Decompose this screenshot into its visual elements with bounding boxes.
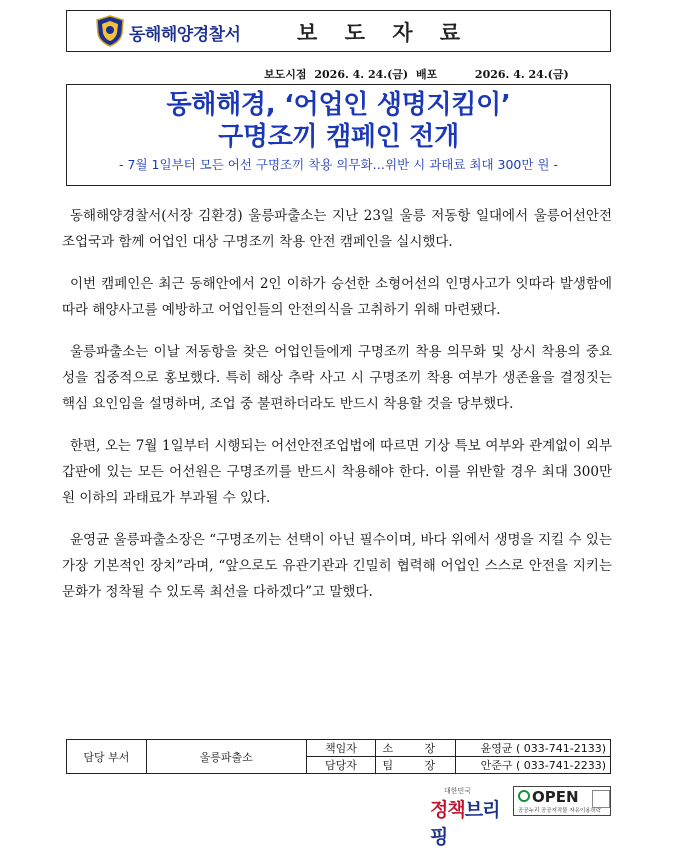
- dept-label: 담당 부서: [67, 740, 147, 774]
- open-circle-icon: [518, 790, 530, 802]
- briefing-b: 브리핑: [430, 799, 500, 848]
- contact-person: 안준구 ( 033-741-2233): [456, 757, 611, 774]
- briefing-a: 정책: [430, 799, 465, 821]
- kogl-open-logo: [513, 786, 611, 816]
- open-subtitle: 공공누리 공공저작물 자유이용허락: [518, 808, 602, 814]
- paragraph: 한편, 오는 7월 1일부터 시행되는 어선안전조업법에 따르면 기상 특보 여부와 관계없이 외부 갑판에 있는 모든 어선원은 구명조끼를 반드시 착용해야 한다. 이를 위반할 경우 최대 300만원 이하의 과태료가 부과될 수 있다.: [62, 438, 612, 506]
- agency-name: 동해해양경찰서: [129, 25, 241, 45]
- policy-briefing-logo: [430, 786, 502, 848]
- contact-person: 윤영균 ( 033-741-2133): [456, 740, 611, 757]
- table-row: [67, 740, 611, 757]
- contact-role: 팀 장: [376, 757, 456, 774]
- paragraph: 이번 캠페인은 최근 동해안에서 2인 이하가 승선한 소형어선의 인명사고가 잇따라 발생함에 따라 해양사고를 예방하고 어업인들의 안전의식을 고취하기 위해 마련됐다.: [62, 276, 612, 318]
- headline-line-2: 구명조끼 캠페인 전개: [218, 122, 459, 152]
- dept-value: 울릉파출소: [146, 740, 306, 774]
- contact-role: 소 장: [376, 740, 456, 757]
- paragraph: 윤영균 울릉파출소장은 “구명조끼는 선택이 아닌 필수이며, 바다 위에서 생명을 지킬 수 있는 가장 기본적인 장치”라며, “앞으로도 유관기관과 긴밀히 협력해 어업인 스스로 안전을 지키는 문화가 정착될 수 있도록 최선을 다하겠다”고 말했다.: [62, 532, 612, 600]
- open-label: OPEN: [532, 788, 579, 806]
- headline-subtitle: - 7월 1일부터 모든 어선 구명조끼 착용 의무화…위반 시 과태료 최대 300만 원 -: [119, 157, 558, 172]
- letterhead: [66, 10, 611, 52]
- release-label: 보도시점: [264, 68, 307, 81]
- release-date: 2026. 4. 24.(금): [314, 68, 409, 81]
- contact-kind: 책임자: [306, 740, 376, 757]
- distribution-label: 배포: [415, 68, 438, 81]
- release-timing: [264, 66, 573, 82]
- article-body: [62, 203, 612, 621]
- contact-kind: 담당자: [306, 757, 376, 774]
- headline-box: [66, 84, 611, 186]
- paragraph: 동해해양경찰서(서장 김환경) 울릉파출소는 지난 23일 울릉 저동항 일대에서 울릉어선안전조업국과 함께 어업인 대상 구명조끼 착용 안전 캠페인을 실시했다.: [62, 208, 612, 250]
- coast-guard-emblem-icon: [95, 15, 125, 47]
- license-badge-icon: [592, 790, 610, 808]
- document-type: 보 도 자 료: [297, 20, 471, 45]
- contact-table: [66, 739, 611, 774]
- headline-line-1: 동해해경, ‘어업인 생명지킴이’: [166, 90, 511, 120]
- paragraph: 울릉파출소는 이날 저동항을 찾은 어업인들에게 구명조끼 착용 의무화 및 상시 착용의 중요성을 집중적으로 홍보했다. 특히 해상 추락 사고 시 구명조끼 착용 여부가 생존율을 결정짓는 핵심 요인임을 설명하며, 조업 중 불편하더라도 반드시 착용할 것을 당부했다.: [62, 344, 612, 412]
- distribution-date: 2026. 4. 24.(금): [474, 68, 569, 81]
- korea-label: 대한민국: [444, 787, 472, 795]
